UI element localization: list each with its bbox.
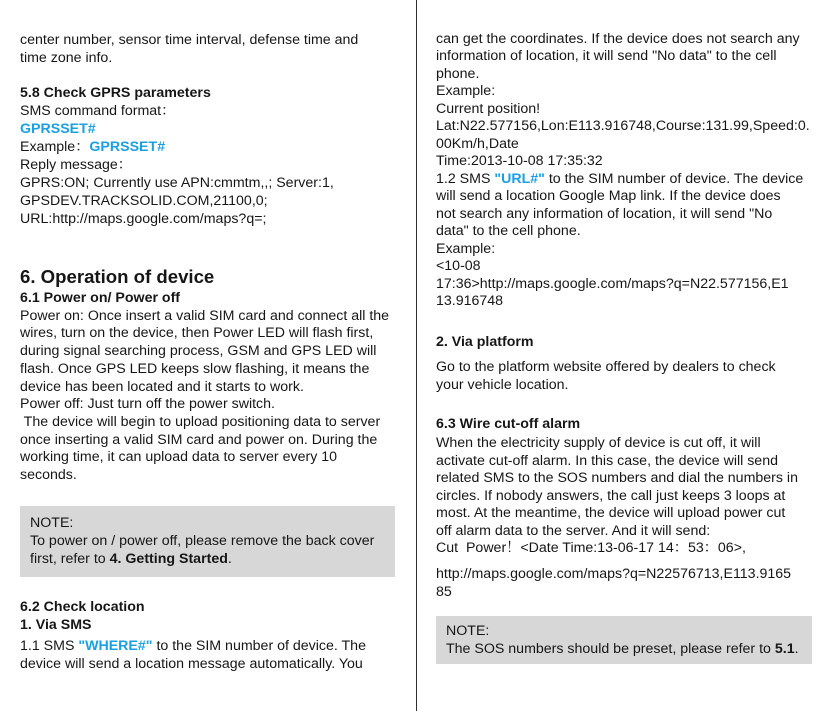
note-label: NOTE: — [30, 515, 74, 531]
example-line — [20, 138, 405, 156]
section-heading: 5.8 Check GPRS parameters — [20, 85, 211, 101]
reply-line: GPRS:ON; Currently use APN:cmmtm,,; Server:1, — [20, 175, 334, 191]
note-text-part: The SOS numbers should be preset, please refer to — [446, 641, 775, 657]
text-line: once inserting a valid SIM card and power on. During the — [20, 431, 378, 448]
note-text-part: . — [227, 551, 232, 567]
reply-line: URL:http://maps.google.com/maps?q=; — [20, 211, 267, 227]
text-line: will send a location Google Map link. If the device does — [436, 188, 781, 205]
text-line: your vehicle location. — [436, 377, 569, 393]
note-text — [30, 550, 385, 568]
example-line: Lat:N22.577156,Lon:E113.916748,Course:131.99,Speed:0. — [436, 118, 810, 135]
text-line — [20, 637, 405, 655]
note-reference: 5.1 — [774, 641, 795, 657]
text-line: center number, sensor time interval, defense time and — [20, 32, 359, 48]
subsection-heading: 1. Via SMS — [20, 617, 92, 633]
example-line: Time:2013-10-08 17:35:32 — [436, 153, 603, 170]
text-line: device will send a location message automatically. You — [20, 656, 363, 672]
note-reference: 4. Getting Started — [109, 551, 228, 567]
left-column — [20, 0, 405, 711]
text-line: most. At the meantime, the device will upload power cut — [436, 505, 786, 521]
text-line: time zone info. — [20, 49, 113, 66]
reply-line: GPSDEV.TRACKSOLID.COM,21100,0; — [20, 193, 268, 209]
via-sms-continued — [436, 31, 821, 311]
note-text-part: first, refer to — [30, 551, 110, 567]
note-text-part: . — [794, 641, 799, 657]
text-line: phone. — [436, 65, 480, 82]
alarm-message-url — [436, 565, 821, 601]
location-section — [20, 598, 405, 673]
text-part: 1.1 SMS — [20, 638, 79, 654]
column-divider — [416, 0, 417, 711]
sms-command: GPRSSET# — [89, 139, 166, 155]
text-line: Power on: Once insert a valid SIM card and connect all the — [20, 307, 390, 324]
text-line: seconds. — [20, 467, 77, 484]
example-line: <10-08 — [436, 258, 481, 275]
text-line: during signal searching process, GSM and GPS LED will — [20, 343, 377, 360]
text-line: The device will begin to upload positioning data to server — [20, 413, 381, 430]
alarm-message-line: Cut Power！<Date Time:13-06-17 14：53：06>, — [436, 540, 746, 556]
text-line: data" to the cell phone. — [436, 223, 581, 240]
intro-paragraph — [20, 32, 405, 67]
text-line: Power off: Just turn off the power switch. — [20, 396, 275, 413]
via-sms-paragraph — [20, 637, 405, 673]
alarm-message-line: 85 — [436, 584, 452, 600]
text-line: wires, turn on the device, then Power LED will flash first, — [20, 325, 374, 342]
text-line: information of location, it will send "No data" to the cell — [436, 48, 777, 65]
alarm-message-line: http://maps.google.com/maps?q=N22576713,E113.9165 — [436, 566, 792, 582]
example-line: 17:36>http://maps.google.com/maps?q=N22.577156,E1 — [436, 275, 789, 292]
example-line: Current position! — [436, 100, 541, 117]
text-line: related SMS to the SOS numbers and dial the numbers in — [436, 470, 798, 486]
format-label: SMS command format： — [20, 103, 176, 119]
text-line: device has been located and it starts to work. — [20, 378, 304, 395]
example-line: 13.916748 — [436, 293, 504, 310]
sms-command: "WHERE#" — [78, 638, 153, 654]
text-line: working time, it can upload data to server every 10 — [20, 449, 338, 466]
section-heading: 6.2 Check location — [20, 599, 145, 615]
section-heading: 6.1 Power on/ Power off — [20, 290, 181, 306]
example-label: Example: — [436, 240, 496, 257]
text-line: flash. Once GPS LED keeps slow flashing, it means the — [20, 360, 370, 377]
text-line: Go to the platform website offered by dealers to check — [436, 359, 776, 375]
sms-command: "URL#" — [494, 170, 545, 187]
example-label: Example: — [436, 83, 496, 100]
power-section — [20, 290, 405, 485]
note-text — [446, 640, 802, 658]
gprs-section — [20, 84, 405, 228]
reply-label: Reply message： — [20, 157, 132, 173]
section-heading: 6.3 Wire cut-off alarm — [436, 416, 581, 432]
chapter-heading: 6. Operation of device — [20, 266, 215, 287]
text-line — [436, 171, 821, 188]
note-text: To power on / power off, please remove the back cover — [30, 533, 375, 549]
text-line: When the electricity supply of device is cut off, it will — [436, 435, 761, 451]
subsection-heading: 2. Via platform — [436, 334, 534, 350]
text-part: to the SIM number of device. The device — [544, 170, 804, 187]
text-line: can get the coordinates. If the device does not search any — [436, 31, 800, 47]
text-line: activate cut-off alarm. In this case, the device will send — [436, 452, 778, 469]
text-line: off alarm data to the server. And it will send: — [436, 522, 711, 539]
via-platform-paragraph — [436, 358, 821, 394]
sms-command: GPRSSET# — [20, 121, 96, 137]
text-line: not search any information of location, it will send "No — [436, 205, 773, 222]
right-column — [436, 0, 821, 711]
note-label: NOTE: — [446, 623, 490, 639]
text-line: circles. If nobody answers, the call just keeps 3 loops at — [436, 487, 786, 504]
text-part: to the SIM number of device. The — [152, 638, 366, 654]
note-box — [20, 506, 395, 577]
note-box — [436, 616, 812, 664]
cutoff-paragraph — [436, 435, 821, 558]
text-part: 1.2 SMS — [436, 170, 495, 187]
example-line: 00Km/h,Date — [436, 135, 519, 152]
example-label: Example： — [20, 139, 90, 155]
